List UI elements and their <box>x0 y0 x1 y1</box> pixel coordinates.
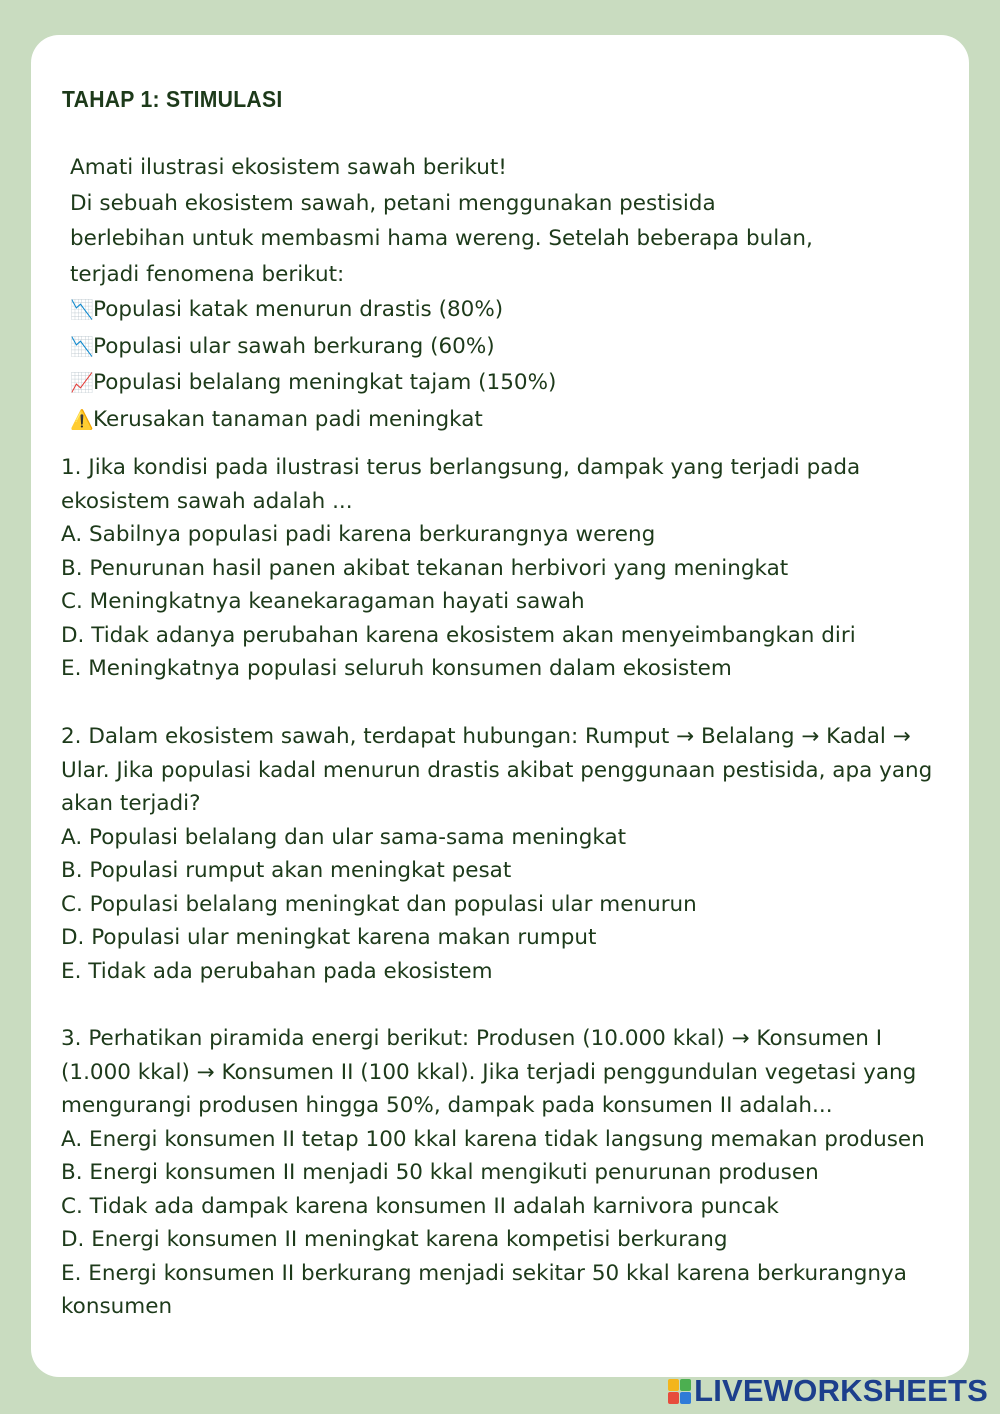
stimulus-line: Amati ilustrasi ekosistem sawah berikut! <box>70 155 507 180</box>
question-stem: mengurangi produsen hingga 50%, dampak pada konsumen II adalah... <box>61 1093 833 1118</box>
chart-increasing-icon: 📈 <box>70 372 94 394</box>
question-2 <box>61 720 951 988</box>
logo-square <box>668 1379 679 1391</box>
question-stem: 2. Dalam ekosistem sawah, terdapat hubungan: Rumput → Belalang → Kadal → <box>61 724 911 749</box>
stimulus-line: Di sebuah ekosistem sawah, petani menggunakan pestisida <box>70 190 716 216</box>
logo-square <box>680 1379 691 1391</box>
fact-text: Populasi belalang meningkat tajam (150%) <box>93 370 557 395</box>
answer-option[interactable]: B. Penurunan hasil panen akibat tekanan herbivori yang meningkat <box>61 555 789 581</box>
stimulus-line: terjadi fenomena berikut: <box>70 261 345 287</box>
section-heading: TAHAP 1: STIMULASI <box>62 86 283 112</box>
stimulus-text <box>70 150 950 438</box>
answer-option-continued: konsumen <box>61 1294 173 1319</box>
answer-option[interactable]: C. Populasi belalang meningkat dan populasi ular menurun <box>61 891 697 917</box>
question-stem: (1.000 kkal) → Konsumen II (100 kkal). Jika terjadi penggundulan vegetasi yang <box>61 1059 917 1085</box>
fact-text: Populasi ular sawah berkurang (60%) <box>93 333 495 359</box>
logo-square <box>680 1392 691 1404</box>
answer-option[interactable]: C. Meningkatnya keanekaragaman hayati sawah <box>61 589 585 614</box>
fact-item <box>70 292 950 329</box>
question-1 <box>61 451 951 686</box>
answer-option[interactable]: E. Energi konsumen II berkurang menjadi sekitar 50 kkal karena berkurangnya <box>61 1260 907 1286</box>
answer-option[interactable]: B. Energi konsumen II menjadi 50 kkal mengikuti penurunan produsen <box>61 1160 819 1185</box>
answer-option[interactable]: D. Populasi ular meningkat karena makan rumput <box>61 925 597 950</box>
brand-logo-icon <box>668 1379 691 1404</box>
logo-square <box>668 1392 679 1404</box>
stimulus-line: berlebihan untuk membasmi hama wereng. Setelah beberapa bulan, <box>70 226 813 251</box>
fact-item <box>70 365 950 402</box>
warning-icon: ⚠️ <box>70 408 94 431</box>
answer-option[interactable]: A. Sabilnya populasi padi karena berkurangnya wereng <box>61 522 656 547</box>
brand-name: LIVEWORKSHEETS <box>694 1373 988 1408</box>
fact-item <box>70 329 950 366</box>
answer-option[interactable]: B. Populasi rumput akan meningkat pesat <box>61 858 512 883</box>
answer-option[interactable]: C. Tidak ada dampak karena konsumen II adalah karnivora puncak <box>61 1193 779 1219</box>
answer-option[interactable]: D. Energi konsumen II meningkat karena kompetisi berkurang <box>61 1227 728 1252</box>
question-stem: Ular. Jika populasi kadal menurun drastis akibat penggunaan pestisida, apa yang <box>61 757 933 783</box>
answer-option[interactable]: A. Energi konsumen II tetap 100 kkal karena tidak langsung memakan produsen <box>61 1126 925 1152</box>
answer-option[interactable]: E. Tidak ada perubahan pada ekosistem <box>61 958 493 984</box>
fact-text: Kerusakan tanaman padi meningkat <box>93 406 483 432</box>
fact-text: Populasi katak menurun drastis (80%) <box>93 297 504 322</box>
question-3 <box>61 1022 951 1324</box>
question-stem: akan terjadi? <box>61 791 201 816</box>
answer-option[interactable]: D. Tidak adanya perubahan karena ekosistem akan menyeimbangkan diri <box>61 622 856 648</box>
chart-decreasing-icon: 📉 <box>70 299 94 321</box>
chart-decreasing-icon: 📉 <box>70 335 94 358</box>
fact-item <box>70 402 950 439</box>
answer-option[interactable]: A. Populasi belalang dan ular sama-sama meningkat <box>61 824 627 850</box>
question-stem: ekosistem sawah adalah ... <box>61 488 353 514</box>
footer-brand <box>668 1374 988 1408</box>
question-stem: 1. Jika kondisi pada ilustrasi terus berlangsung, dampak yang terjadi pada <box>61 455 861 480</box>
question-stem: 3. Perhatikan piramida energi berikut: Produsen (10.000 kkal) → Konsumen I <box>61 1026 883 1051</box>
answer-option[interactable]: E. Meningkatnya populasi seluruh konsumen dalam ekosistem <box>61 656 732 681</box>
